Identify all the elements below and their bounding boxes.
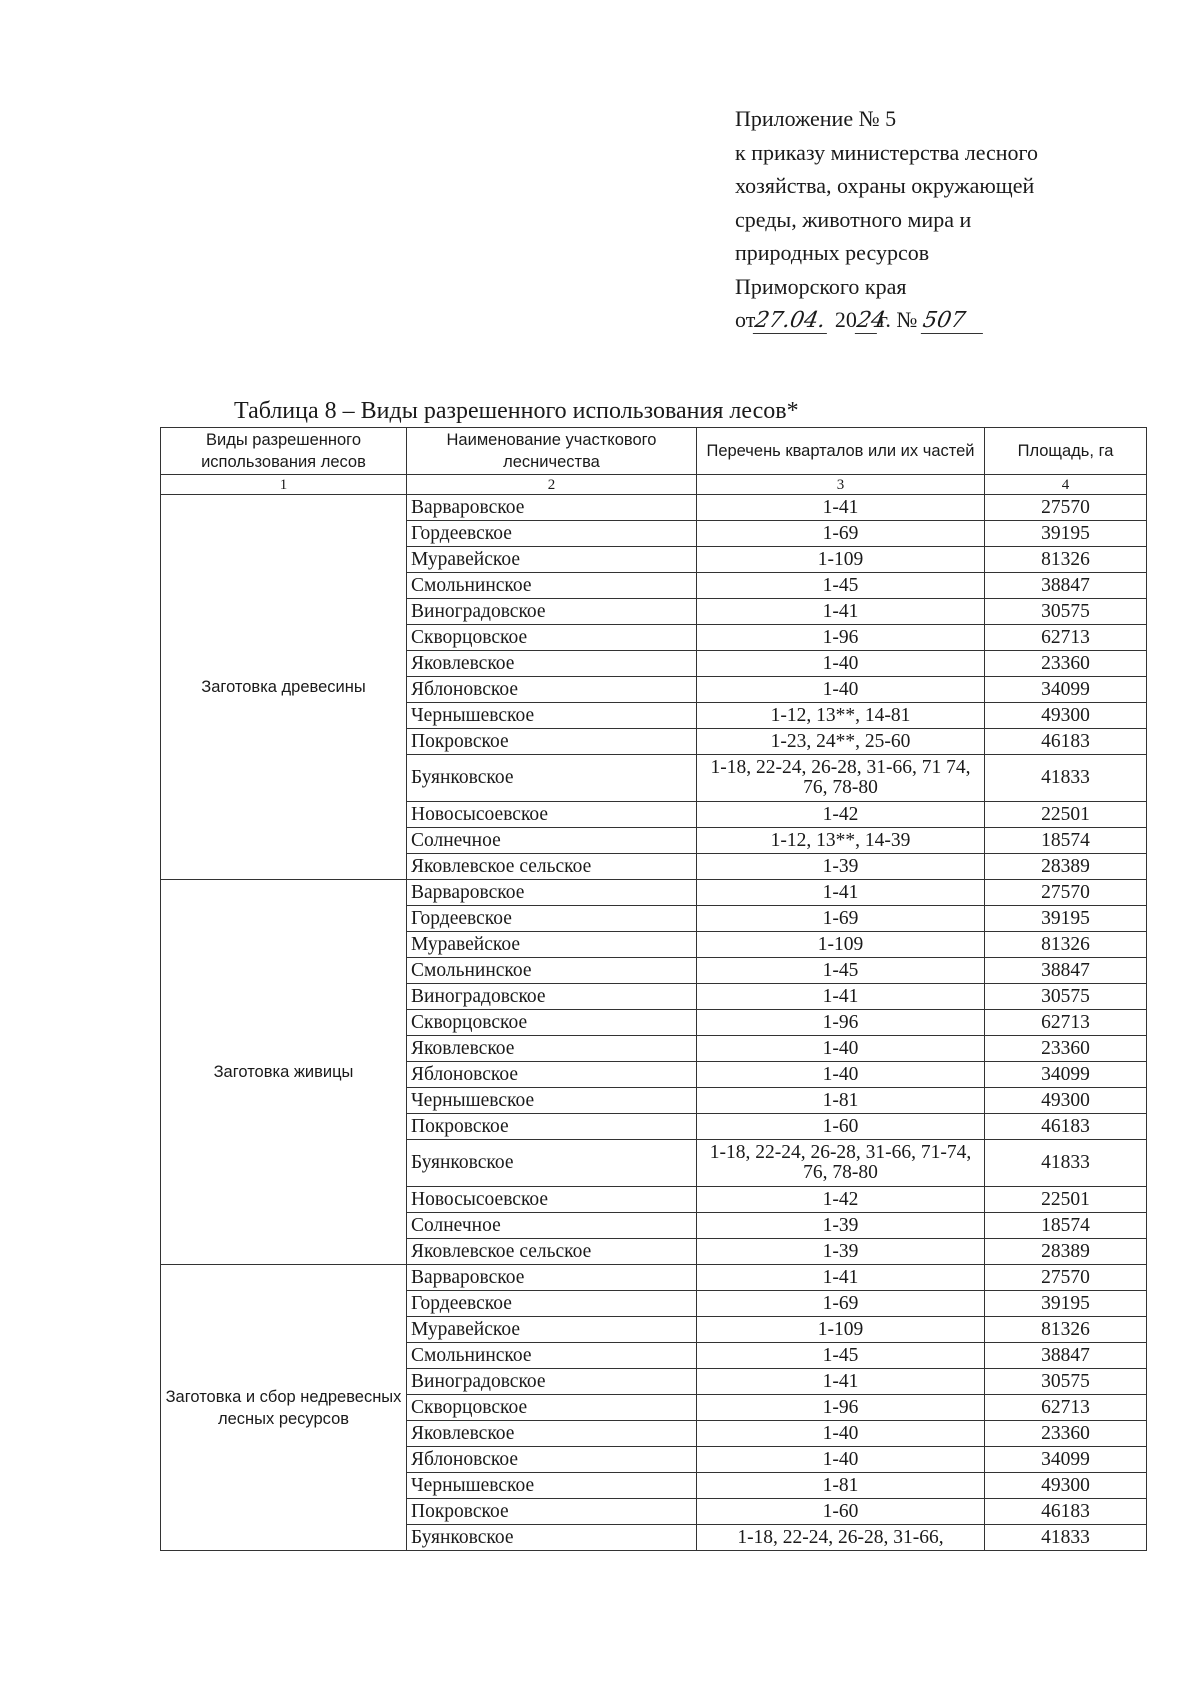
forestry-name-cell: Чернышевское: [407, 1088, 697, 1114]
area-cell: 27570: [985, 880, 1147, 906]
column-number: 2: [407, 475, 697, 495]
area-cell: 62713: [985, 1010, 1147, 1036]
quarters-cell: 1-40: [697, 1062, 985, 1088]
quarters-cell: 1-39: [697, 1213, 985, 1239]
quarters-cell: 1-81: [697, 1088, 985, 1114]
header-line: Приложение № 5: [735, 106, 897, 131]
area-cell: 23360: [985, 1421, 1147, 1447]
area-cell: 30575: [985, 599, 1147, 625]
area-cell: 38847: [985, 958, 1147, 984]
table-body: [161, 495, 1147, 1551]
area-cell: 30575: [985, 1369, 1147, 1395]
forestry-name-cell: Яблоновское: [407, 1447, 697, 1473]
quarters-cell: 1-40: [697, 677, 985, 703]
header-line: хозяйства, охраны окружающей: [735, 173, 1035, 198]
quarters-cell: 1-41: [697, 984, 985, 1010]
area-cell: 23360: [985, 1036, 1147, 1062]
area-cell: 81326: [985, 547, 1147, 573]
column-number: 3: [697, 475, 985, 495]
quarters-cell: 1-109: [697, 547, 985, 573]
forestry-name-cell: Буянковское: [407, 1140, 697, 1187]
quarters-cell: 1-40: [697, 1447, 985, 1473]
quarters-cell: 1-45: [697, 573, 985, 599]
quarters-cell: 1-12, 13**, 14-39: [697, 828, 985, 854]
area-cell: 22501: [985, 1187, 1147, 1213]
area-cell: 81326: [985, 1317, 1147, 1343]
column-number-row: [161, 475, 1147, 495]
forestry-name-cell: Солнечное: [407, 828, 697, 854]
table-row: [161, 495, 1147, 521]
forestry-name-cell: Чернышевское: [407, 1473, 697, 1499]
forest-use-table: [160, 427, 1147, 1551]
forestry-name-cell: Муравейское: [407, 932, 697, 958]
area-cell: 23360: [985, 651, 1147, 677]
column-number: 4: [985, 475, 1147, 495]
area-cell: 28389: [985, 854, 1147, 880]
header-line: природных ресурсов: [735, 240, 930, 265]
area-cell: 81326: [985, 932, 1147, 958]
handwritten-date: 27.04.: [753, 309, 831, 334]
area-cell: 22501: [985, 802, 1147, 828]
area-cell: 62713: [985, 1395, 1147, 1421]
forestry-name-cell: Буянковское: [407, 755, 697, 802]
forestry-name-cell: Яковлевское: [407, 651, 697, 677]
quarters-cell: 1-18, 22-24, 26-28, 31-66, 71-74, 76, 78-80: [697, 1140, 985, 1187]
quarters-cell: 1-40: [697, 651, 985, 677]
quarters-cell: 1-109: [697, 932, 985, 958]
area-cell: 18574: [985, 1213, 1147, 1239]
header-line: среды, животного мира и: [735, 206, 972, 232]
column-header: Виды разрешенного использования лесов: [161, 428, 407, 475]
column-header: Площадь, га: [985, 428, 1147, 475]
table-row: [161, 1265, 1147, 1291]
quarters-cell: 1-41: [697, 599, 985, 625]
forestry-name-cell: Яблоновское: [407, 1062, 697, 1088]
area-cell: 28389: [985, 1239, 1147, 1265]
area-cell: 46183: [985, 1114, 1147, 1140]
quarters-cell: 1-39: [697, 854, 985, 880]
area-cell: 41833: [985, 1140, 1147, 1187]
area-cell: 62713: [985, 625, 1147, 651]
use-kind-cell: Заготовка древесины: [161, 495, 407, 880]
column-header: Наименование участкового лесничества: [407, 428, 697, 475]
quarters-cell: 1-45: [697, 1343, 985, 1369]
year-prefix: 20: [834, 307, 857, 332]
handwritten-year: 24: [854, 308, 888, 333]
area-cell: 49300: [985, 1088, 1147, 1114]
quarters-cell: 1-12, 13**, 14-81: [697, 703, 985, 729]
area-cell: 34099: [985, 677, 1147, 703]
quarters-cell: 1-60: [697, 1499, 985, 1525]
forestry-name-cell: Гордеевское: [407, 1291, 697, 1317]
quarters-cell: 1-41: [697, 880, 985, 906]
forestry-name-cell: Яковлевское: [407, 1421, 697, 1447]
area-cell: 41833: [985, 755, 1147, 802]
forestry-name-cell: Скворцовское: [407, 1010, 697, 1036]
forestry-name-cell: Новосысоевское: [407, 1187, 697, 1213]
quarters-cell: 1-18, 22-24, 26-28, 31-66,: [697, 1525, 985, 1551]
use-kind-cell: Заготовка и сбор недревесных лесных ресурсов: [161, 1265, 407, 1551]
forestry-name-cell: Виноградовское: [407, 599, 697, 625]
quarters-cell: 1-60: [697, 1114, 985, 1140]
forestry-name-cell: Яковлевское сельское: [407, 1239, 697, 1265]
forestry-name-cell: Гордеевское: [407, 906, 697, 932]
forestry-name-cell: Покровское: [407, 1499, 697, 1525]
forestry-name-cell: Покровское: [407, 729, 697, 755]
quarters-cell: 1-69: [697, 906, 985, 932]
table-header-row: [161, 428, 1147, 475]
quarters-cell: 1-23, 24**, 25-60: [697, 729, 985, 755]
quarters-cell: 1-81: [697, 1473, 985, 1499]
handwritten-order-number: 507: [921, 309, 987, 334]
forestry-name-cell: Покровское: [407, 1114, 697, 1140]
forestry-name-cell: Варваровское: [407, 495, 697, 521]
quarters-cell: 1-41: [697, 1369, 985, 1395]
forestry-name-cell: Смольнинское: [407, 1343, 697, 1369]
quarters-cell: 1-109: [697, 1317, 985, 1343]
forestry-name-cell: Варваровское: [407, 1265, 697, 1291]
area-cell: 38847: [985, 573, 1147, 599]
area-cell: 46183: [985, 729, 1147, 755]
table-caption: Таблица 8 – Виды разрешенного использования лесов*: [234, 398, 799, 424]
quarters-cell: 1-96: [697, 1395, 985, 1421]
quarters-cell: 1-42: [697, 802, 985, 828]
area-cell: 27570: [985, 495, 1147, 521]
table-row: [161, 880, 1147, 906]
forestry-name-cell: Новосысоевское: [407, 802, 697, 828]
forestry-name-cell: Яблоновское: [407, 677, 697, 703]
forestry-name-cell: Гордеевское: [407, 521, 697, 547]
area-cell: 27570: [985, 1265, 1147, 1291]
forestry-name-cell: Буянковское: [407, 1525, 697, 1551]
quarters-cell: 1-41: [697, 1265, 985, 1291]
area-cell: 39195: [985, 1291, 1147, 1317]
quarters-cell: 1-41: [697, 495, 985, 521]
area-cell: 34099: [985, 1062, 1147, 1088]
use-kind-cell: Заготовка живицы: [161, 880, 407, 1265]
area-cell: 30575: [985, 984, 1147, 1010]
date-prefix: от: [735, 307, 756, 332]
forestry-name-cell: Яковлевское сельское: [407, 854, 697, 880]
forestry-name-cell: Скворцовское: [407, 625, 697, 651]
area-cell: 49300: [985, 1473, 1147, 1499]
quarters-cell: 1-39: [697, 1239, 985, 1265]
header-line: к приказу министерства лесного: [735, 139, 1039, 165]
quarters-cell: 1-40: [697, 1421, 985, 1447]
forestry-name-cell: Смольнинское: [407, 573, 697, 599]
forestry-name-cell: Виноградовское: [407, 1369, 697, 1395]
forestry-name-cell: Муравейское: [407, 1317, 697, 1343]
quarters-cell: 1-45: [697, 958, 985, 984]
quarters-cell: 1-96: [697, 625, 985, 651]
quarters-cell: 1-42: [697, 1187, 985, 1213]
forestry-name-cell: Яковлевское: [407, 1036, 697, 1062]
area-cell: 41833: [985, 1525, 1147, 1551]
quarters-cell: 1-18, 22-24, 26-28, 31-66, 71 74, 76, 78-80: [697, 755, 985, 802]
quarters-cell: 1-69: [697, 521, 985, 547]
forestry-name-cell: Чернышевское: [407, 703, 697, 729]
quarters-cell: 1-96: [697, 1010, 985, 1036]
year-suffix: г. №: [878, 307, 918, 332]
quarters-cell: 1-69: [697, 1291, 985, 1317]
area-cell: 39195: [985, 521, 1147, 547]
area-cell: 46183: [985, 1499, 1147, 1525]
order-date-line: [735, 303, 1135, 337]
forestry-name-cell: Смольнинское: [407, 958, 697, 984]
forestry-name-cell: Скворцовское: [407, 1395, 697, 1421]
forestry-name-cell: Виноградовское: [407, 984, 697, 1010]
column-header: Перечень кварталов или их частей: [697, 428, 985, 475]
area-cell: 34099: [985, 1447, 1147, 1473]
area-cell: 39195: [985, 906, 1147, 932]
forestry-name-cell: Муравейское: [407, 547, 697, 573]
order-reference-block: [735, 102, 1135, 337]
area-cell: 49300: [985, 703, 1147, 729]
forestry-name-cell: Варваровское: [407, 880, 697, 906]
quarters-cell: 1-40: [697, 1036, 985, 1062]
header-line: Приморского края: [735, 273, 907, 299]
column-number: 1: [161, 475, 407, 495]
area-cell: 18574: [985, 828, 1147, 854]
forestry-name-cell: Солнечное: [407, 1213, 697, 1239]
area-cell: 38847: [985, 1343, 1147, 1369]
